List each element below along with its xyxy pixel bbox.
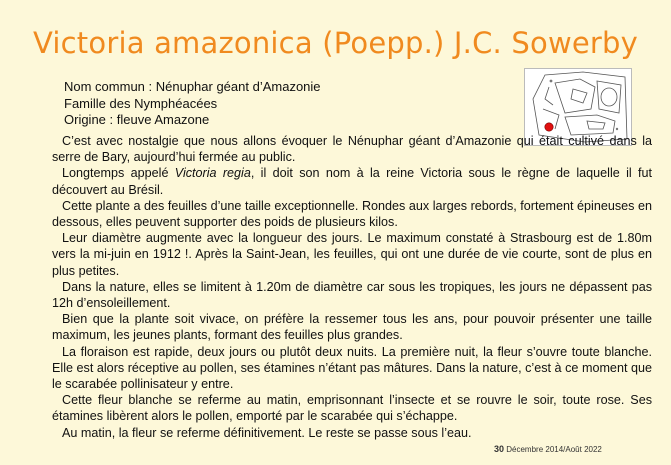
paragraph-8: Cette fleur blanche se referme au matin, emprisonnant l’insecte et se rouvre le soir, toute rose. Ses étamines libèrent alors le pollen, emporté par le scarabée qui s’échappe. <box>52 393 652 424</box>
paragraph-5: Dans la nature, elles se limitent à 1.20m de diamètre car sous les tropiques, les jours ne dépassent pas 12h d’ensoleillement. <box>52 279 652 311</box>
family: Famille des Nymphéacées <box>64 95 218 111</box>
paragraph-3: Cette plante a des feuilles d’une taille exceptionnelle. Rondes aux larges rebords, fortement épineuses en dessous, elles peuvent supporter des poids de plusieurs kilos. <box>52 198 652 230</box>
origin: Origine : fleuve Amazone <box>64 112 210 127</box>
paragraph-2-end: , il doit son nom à la reine Victoria sous le règne de laquelle il fut découvert au Brésil. <box>52 166 652 197</box>
paragraph-9: Au matin, la fleur se referme définitivement. Le reste se passe sous l’eau. <box>62 425 472 440</box>
common-name: Nom commun : Nénuphar géant d’Amazonie <box>64 79 321 94</box>
page-footer <box>494 444 602 454</box>
footer-date: Décembre 2014/Août 2022 <box>504 445 602 454</box>
plant-info <box>64 79 321 129</box>
page-number: 30 <box>494 444 505 454</box>
paragraph-1: C’est avec nostalgie que nous allons évoquer le Nénuphar géant d’Amazonie qui était cultivé dans la serre de Bary, aujourd’hui fermée au public. <box>52 134 652 165</box>
paragraph-7: La floraison est rapide, deux jours ou plutôt deux nuits. La première nuit, la fleur s’ouvre toute blanche. Elle est alors réceptive au pollen, ses étamines n’étant pas mâtures. Dans la nature, c’est à ce moment que le scarabée pollinisateur y entre. <box>52 344 652 392</box>
old-name: Victoria regia <box>174 166 251 181</box>
location-marker-icon <box>545 123 553 131</box>
paragraph-4: Leur diamètre augmente avec la longueur des jours. Le maximum constaté à Strasbourg est de 1.80m vers la mi-juin en 1912 !. Après la Saint-Jean, les feuilles, qui ont une durée de vie courte, sont de plus en plus petites. <box>52 231 652 278</box>
paragraph-2 <box>52 165 652 197</box>
page-title: Victoria amazonica (Poepp.) J.C. Sowerby <box>33 26 638 60</box>
paragraph-6: Bien que la plante soit vivace, on préfère la ressemer tous les ans, pour pouvoir présenter une taille maximum, les jeunes plants, formant des feuilles plus grandes. <box>52 312 652 343</box>
article-body <box>52 133 652 441</box>
paragraph-2-start: Longtemps appelé <box>62 166 175 181</box>
